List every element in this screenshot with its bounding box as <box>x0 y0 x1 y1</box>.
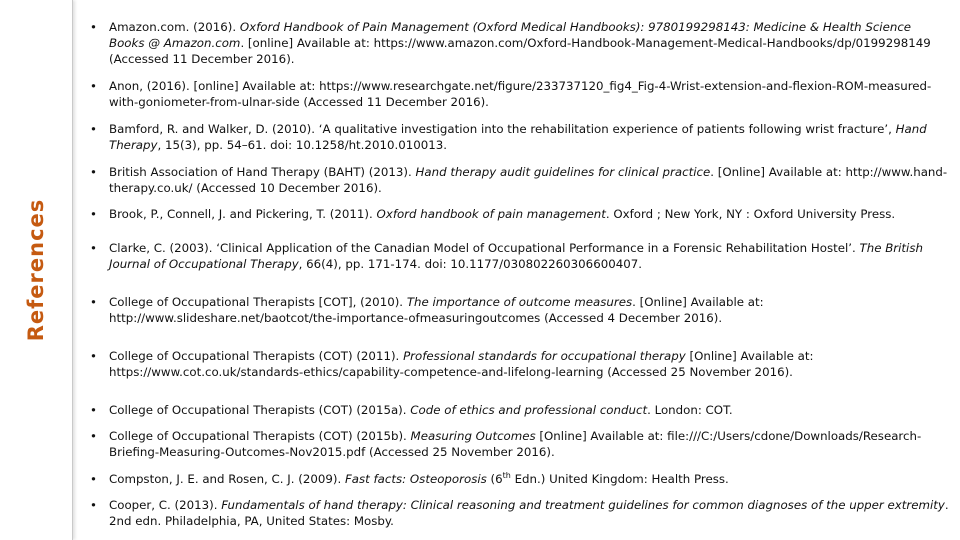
reference-title: The importance of outcome measures <box>406 295 633 309</box>
reference-item <box>90 19 950 67</box>
reference-title: Oxford Handbook of Pain Management (Oxford Medical Handbooks): 9780199298143: Medicine & Health Science Books @ Amazon.com <box>109 20 912 50</box>
reference-text-end: . [online] Available at: https://www.amazon.com/Oxford-Handbook-Management-Medical-Handbooks/dp/0199298149 (Accessed 11 December 2016). <box>109 36 931 66</box>
bullet: • <box>90 207 97 221</box>
reference-text-end: . London: COT. <box>647 403 733 417</box>
reference-text: Cooper, C. (2013). <box>109 498 222 512</box>
reference-text: College of Occupational Therapists (COT) (2011). <box>109 349 404 363</box>
reference-text-end: . Oxford ; New York, NY : Oxford University Press. <box>605 207 896 221</box>
reference-item <box>90 78 950 110</box>
reference-text-mid: (6 <box>486 472 503 486</box>
bullet: • <box>90 403 97 417</box>
reference-item <box>90 206 950 222</box>
bullet: • <box>90 349 97 363</box>
reference-title: Hand therapy audit guidelines for clinical practice <box>415 165 711 179</box>
reference-title: Fast facts: Osteoporosis <box>344 472 487 486</box>
reference-text: Anon, (2016). [online] Available at: https://www.researchgate.net/figure/233737120_fig4_Fig-4-Wrist-extension-and-flexion-ROM-measured-with-goniometer-from-ulnar-side (Accessed 11 December 2016). <box>109 79 932 109</box>
reference-item <box>90 428 950 460</box>
reference-text: Brook, P., Connell, J. and Pickering, T. (2011). <box>109 207 377 221</box>
bullet: • <box>90 20 97 34</box>
reference-text-end: Edn.) United Kingdom: Health Press. <box>510 472 729 486</box>
reference-text-end: . [Online] Available at: http://www.slideshare.net/baotcot/the-importance-ofmeasuringoutcomes (Accessed 4 December 2016). <box>109 295 764 325</box>
reference-item <box>90 348 950 380</box>
reference-text: British Association of Hand Therapy (BAHT) (2013). <box>109 165 416 179</box>
reference-item <box>90 164 950 196</box>
reference-title: Professional standards for occupational therapy <box>403 349 686 363</box>
bullet: • <box>90 498 97 512</box>
bullet: • <box>90 295 97 309</box>
bullet: • <box>90 472 97 486</box>
bullet: • <box>90 429 97 443</box>
reference-title: Hand Therapy <box>109 122 927 152</box>
reference-text-end: . [Online] Available at: http://www.hand-therapy.co.uk/ (Accessed 10 December 2016). <box>109 165 948 195</box>
reference-item <box>90 402 950 418</box>
reference-item <box>90 471 950 487</box>
reference-text-end: , 66(4), pp. 171-174. doi: 10.1177/030802260306600407. <box>298 257 642 271</box>
sidebar <box>0 0 73 540</box>
reference-title: Code of ethics and professional conduct <box>410 403 648 417</box>
reference-text: Amazon.com. (2016). <box>109 20 240 34</box>
reference-text: College of Occupational Therapists [COT], (2010). <box>109 295 407 309</box>
reference-title: Fundamentals of hand therapy: Clinical reasoning and treatment guidelines for common diagnoses of the upper extremity <box>221 498 945 512</box>
reference-text-end: [Online] Available at: file:///C:/Users/cdone/Downloads/Research-Briefing-Measuring-Outcomes-Nov2015.pdf (Accessed 25 November 2016). <box>109 429 922 459</box>
reference-title: Measuring Outcomes <box>410 429 536 443</box>
bullet: • <box>90 241 97 255</box>
bullet: • <box>90 165 97 179</box>
reference-text: Compston, J. E. and Rosen, C. J. (2009). <box>109 472 345 486</box>
reference-item <box>90 294 950 326</box>
reference-item <box>90 497 950 529</box>
section-title: References <box>24 198 48 342</box>
reference-text: Clarke, C. (2003). ‘Clinical Application of the Canadian Model of Occupational Performance in a Forensic Rehabilitation Hostel’. <box>109 241 860 255</box>
bullet: • <box>90 79 97 93</box>
reference-text: Bamford, R. and Walker, D. (2010). ‘A qualitative investigation into the rehabilitation experience of patients following wrist fracture’, <box>109 122 896 136</box>
bullet: • <box>90 122 97 136</box>
reference-text-end: , 15(3), pp. 54–61. doi: 10.1258/ht.2010.010013. <box>157 138 447 152</box>
reference-item <box>90 121 950 153</box>
reference-text: College of Occupational Therapists (COT) (2015b). <box>109 429 411 443</box>
reference-text-end: [Online] Available at: https://www.cot.co.uk/standards-ethics/capability-competence-and-lifelong-learning (Accessed 25 November 2016). <box>109 349 814 379</box>
reference-text-end: . 2nd edn. Philadelphia, PA, United States: Mosby. <box>109 498 949 528</box>
reference-text: College of Occupational Therapists (COT) (2015a). <box>109 403 411 417</box>
reference-item <box>90 240 950 272</box>
reference-title: The British Journal of Occupational Therapy <box>109 241 923 271</box>
ordinal-suffix: th <box>502 471 511 481</box>
reference-title: Oxford handbook of pain management <box>376 207 606 221</box>
